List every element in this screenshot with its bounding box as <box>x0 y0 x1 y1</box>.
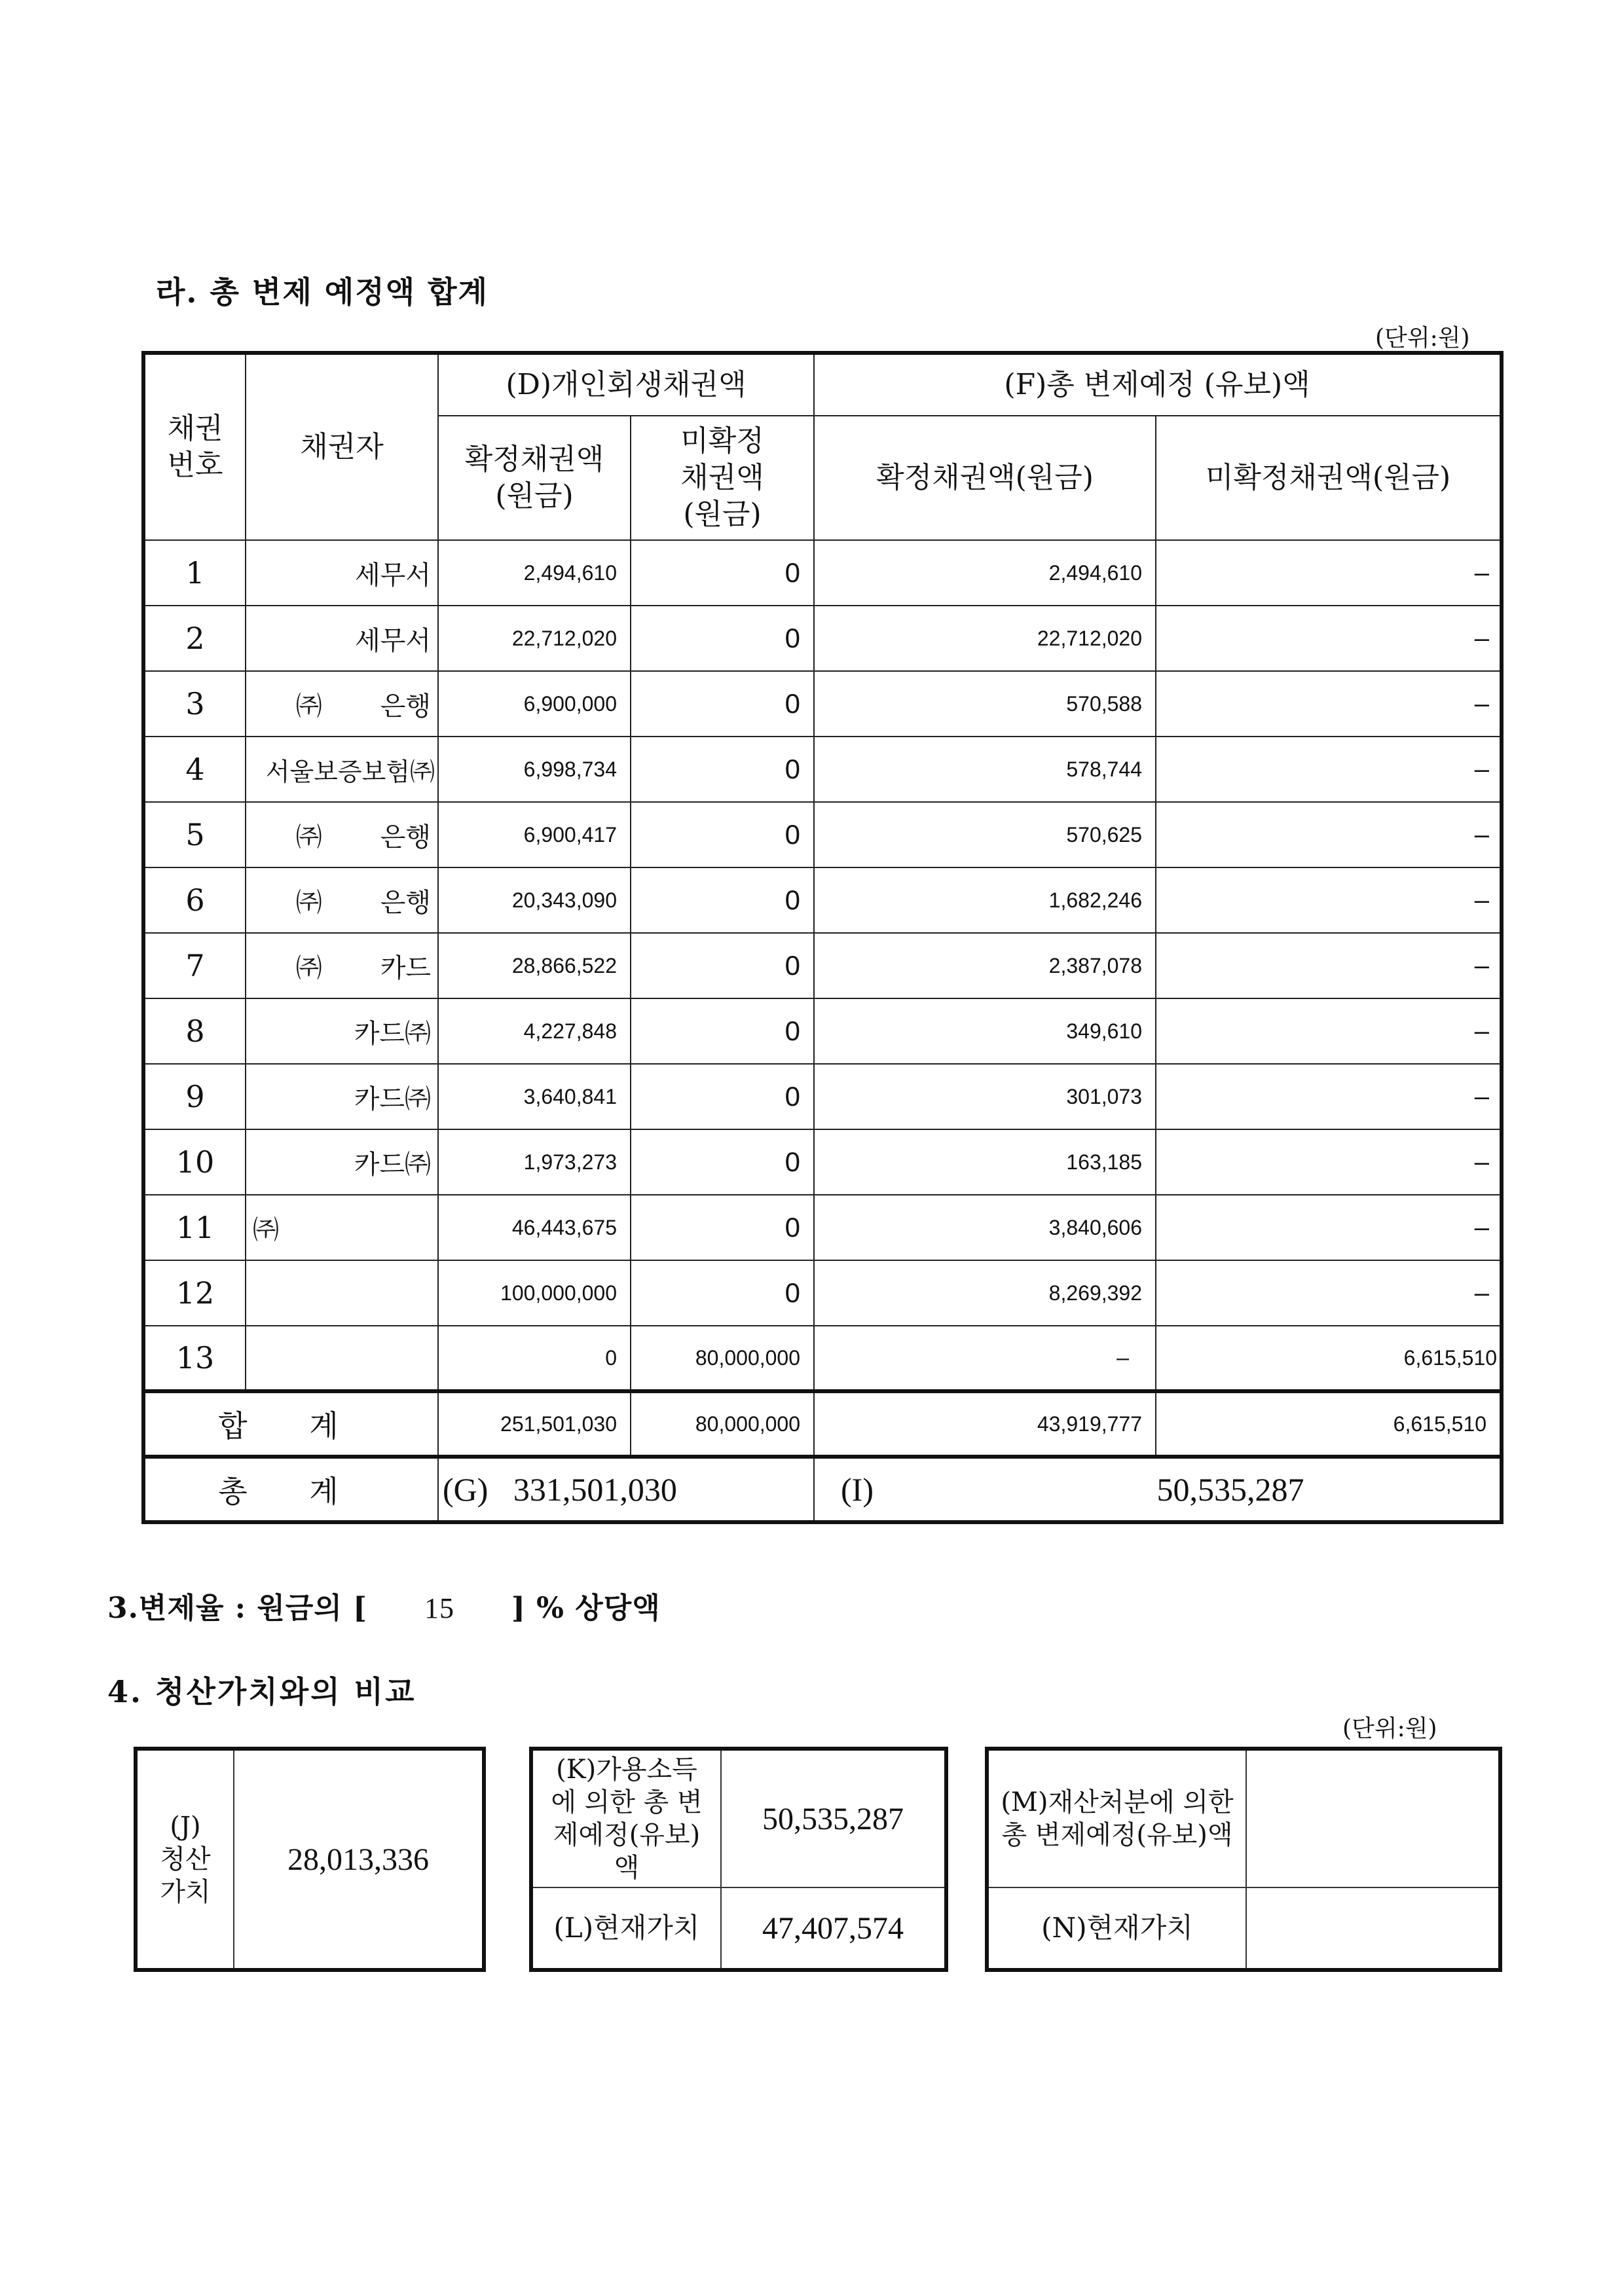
header-d-confirmed-line2: (원금) <box>495 479 574 513</box>
total-g-cell <box>438 1457 814 1522</box>
sum-d-confirmed: 251,501,030 <box>438 1391 631 1457</box>
f-confirmed-amount: 3,840,606 <box>814 1195 1156 1260</box>
f-unconfirmed-amount: – <box>1156 606 1502 671</box>
header-d-confirmed <box>438 416 631 540</box>
j-label-line3: 가치 <box>160 1877 211 1907</box>
claim-no: 13 <box>143 1326 246 1391</box>
k-label <box>531 1749 721 1887</box>
k-value: 50,535,287 <box>721 1749 946 1887</box>
d-confirmed-amount: 100,000,000 <box>438 1260 631 1326</box>
claim-no: 7 <box>143 933 246 998</box>
f-confirmed-amount: 301,073 <box>814 1064 1156 1129</box>
d-unconfirmed-amount: 0 <box>631 998 814 1064</box>
table-row <box>143 606 1502 671</box>
header-claim-no-line2: 번호 <box>167 448 223 482</box>
table-row <box>143 998 1502 1064</box>
liquidation-value-box <box>134 1747 486 1972</box>
f-unconfirmed-amount: – <box>1156 933 1502 998</box>
creditor-name: 카드㈜ <box>246 1129 438 1195</box>
header-f-group: (F)총 변제예정 (유보)액 <box>814 353 1502 416</box>
total-label: 총 계 <box>143 1457 438 1522</box>
d-unconfirmed-amount: 0 <box>631 867 814 933</box>
header-d-confirmed-line1: 확정채권액 <box>464 443 604 476</box>
d-confirmed-amount: 6,900,417 <box>438 802 631 867</box>
header-d-unconfirmed <box>631 416 814 540</box>
f-unconfirmed-amount: – <box>1156 1260 1502 1326</box>
d-confirmed-amount: 20,343,090 <box>438 867 631 933</box>
table-row <box>143 933 1502 998</box>
header-d-unconfirmed-line2: 채권액 <box>680 461 764 494</box>
claim-no: 8 <box>143 998 246 1064</box>
d-unconfirmed-amount: 0 <box>631 671 814 737</box>
d-unconfirmed-amount: 0 <box>631 1129 814 1195</box>
header-claim-no <box>143 353 246 540</box>
d-confirmed-amount: 6,998,734 <box>438 737 631 802</box>
d-confirmed-amount: 1,973,273 <box>438 1129 631 1195</box>
creditor-name: 세무서 <box>246 606 438 671</box>
d-confirmed-amount: 22,712,020 <box>438 606 631 671</box>
j-label-line2: 청산 <box>160 1844 211 1874</box>
f-confirmed-amount: 8,269,392 <box>814 1260 1156 1326</box>
f-confirmed-amount: 570,588 <box>814 671 1156 737</box>
table-row <box>143 802 1502 867</box>
claim-no: 3 <box>143 671 246 737</box>
sum-row <box>143 1391 1502 1457</box>
f-unconfirmed-amount: – <box>1156 1129 1502 1195</box>
sum-f-confirmed: 43,919,777 <box>814 1391 1156 1457</box>
table-row <box>143 867 1502 933</box>
d-confirmed-amount: 2,494,610 <box>438 540 631 606</box>
claim-no: 12 <box>143 1260 246 1326</box>
d-confirmed-amount: 4,227,848 <box>438 998 631 1064</box>
table-row <box>143 737 1502 802</box>
claim-no: 1 <box>143 540 246 606</box>
header-d-group: (D)개인회생채권액 <box>438 353 814 416</box>
claim-no: 10 <box>143 1129 246 1195</box>
table-row <box>143 1064 1502 1129</box>
j-label-line1: (J) <box>170 1812 201 1842</box>
header-f-unconfirmed: 미확정채권액(원금) <box>1156 416 1502 540</box>
creditor-name: ㈜ 카드 <box>246 933 438 998</box>
m-label-line2: 총 변제예정(유보)액 <box>1001 1820 1233 1850</box>
asset-disposal-box <box>985 1747 1502 1972</box>
f-unconfirmed-amount: – <box>1156 802 1502 867</box>
header-f-confirmed: 확정채권액(원금) <box>814 416 1156 540</box>
f-unconfirmed-amount: 6,615,510 <box>1156 1326 1502 1391</box>
d-unconfirmed-amount: 0 <box>631 737 814 802</box>
f-confirmed-amount: – <box>814 1326 1156 1391</box>
creditor-name: 세무서 <box>246 540 438 606</box>
table-row <box>143 671 1502 737</box>
f-confirmed-amount: 349,610 <box>814 998 1156 1064</box>
m-value <box>1246 1749 1500 1887</box>
creditor-name: 서울보증보험㈜ <box>246 737 438 802</box>
sum-d-unconfirmed: 80,000,000 <box>631 1391 814 1457</box>
f-confirmed-amount: 570,625 <box>814 802 1156 867</box>
repayment-summary-table <box>141 351 1504 1524</box>
sum-f-unconfirmed: 6,615,510 <box>1156 1391 1502 1457</box>
d-confirmed-amount: 28,866,522 <box>438 933 631 998</box>
d-confirmed-amount: 0 <box>438 1326 631 1391</box>
f-unconfirmed-amount: – <box>1156 1064 1502 1129</box>
claim-no: 6 <box>143 867 246 933</box>
n-label: (N)현재가치 <box>987 1887 1246 1970</box>
claim-no: 2 <box>143 606 246 671</box>
total-g-value: 331,501,030 <box>513 1471 677 1508</box>
f-confirmed-amount: 22,712,020 <box>814 606 1156 671</box>
header-creditor: 채권자 <box>246 353 438 540</box>
d-unconfirmed-amount: 80,000,000 <box>631 1326 814 1391</box>
creditor-name: ㈜ 은행 <box>246 867 438 933</box>
table-row <box>143 540 1502 606</box>
k-label-line2: 에 의한 총 변 <box>551 1787 703 1817</box>
m-label <box>987 1749 1246 1887</box>
d-unconfirmed-amount: 0 <box>631 933 814 998</box>
l-label: (L)현재가치 <box>531 1887 721 1970</box>
f-confirmed-amount: 2,387,078 <box>814 933 1156 998</box>
comparison-title: 4. 청산가치와의 비교 <box>107 1674 416 1709</box>
rate-prefix: 3.변제율 : 원금의 [ <box>107 1592 367 1625</box>
header-claim-no-line1: 채권 <box>167 412 223 445</box>
creditor-name: ㈜ <box>246 1195 438 1260</box>
f-unconfirmed-amount: – <box>1156 1195 1502 1260</box>
total-i-cell <box>814 1457 1502 1522</box>
creditor-name <box>246 1326 438 1391</box>
n-value <box>1246 1887 1500 1970</box>
f-confirmed-amount: 2,494,610 <box>814 540 1156 606</box>
sum-label: 합 계 <box>143 1391 438 1457</box>
d-unconfirmed-amount: 0 <box>631 1260 814 1326</box>
d-confirmed-amount: 6,900,000 <box>438 671 631 737</box>
claim-no: 9 <box>143 1064 246 1129</box>
table-row <box>143 1195 1502 1260</box>
f-unconfirmed-amount: – <box>1156 540 1502 606</box>
table-row <box>143 1326 1502 1391</box>
d-unconfirmed-amount: 0 <box>631 540 814 606</box>
header-d-unconfirmed-line1: 미확정 <box>680 424 764 458</box>
total-i-value: 50,535,287 <box>1156 1471 1304 1508</box>
header-d-unconfirmed-line3: (원금) <box>683 498 762 531</box>
f-unconfirmed-amount: – <box>1156 671 1502 737</box>
total-i-label: (I) <box>841 1471 874 1508</box>
creditor-name: ㈜ 은행 <box>246 802 438 867</box>
claim-no: 4 <box>143 737 246 802</box>
f-confirmed-amount: 578,744 <box>814 737 1156 802</box>
total-g-label: (G) <box>443 1471 489 1508</box>
f-unconfirmed-amount: – <box>1156 998 1502 1064</box>
rate-value: 15 <box>424 1592 454 1624</box>
j-label <box>136 1749 234 1970</box>
d-confirmed-amount: 3,640,841 <box>438 1064 631 1129</box>
l-value: 47,407,574 <box>721 1887 946 1970</box>
d-unconfirmed-amount: 0 <box>631 1064 814 1129</box>
k-label-line4: 액 <box>614 1853 640 1883</box>
available-income-box <box>529 1747 948 1972</box>
claim-no: 5 <box>143 802 246 867</box>
unit-label: (단위:원) <box>1375 325 1470 352</box>
d-unconfirmed-amount: 0 <box>631 606 814 671</box>
d-unconfirmed-amount: 0 <box>631 1195 814 1260</box>
repayment-rate-line <box>107 1584 661 1626</box>
f-confirmed-amount: 1,682,246 <box>814 867 1156 933</box>
creditor-name: ㈜ 은행 <box>246 671 438 737</box>
j-value: 28,013,336 <box>234 1749 484 1970</box>
k-label-line1: (K)가용소득 <box>556 1755 697 1785</box>
m-label-line1: (M)재산처분에 의한 <box>1001 1787 1234 1817</box>
creditor-name: 카드㈜ <box>246 1064 438 1129</box>
f-unconfirmed-amount: – <box>1156 867 1502 933</box>
section-title: 라. 총 변제 예정액 합계 <box>156 274 489 310</box>
k-label-line3: 제예정(유보) <box>553 1820 701 1850</box>
f-unconfirmed-amount: – <box>1156 737 1502 802</box>
f-confirmed-amount: 163,185 <box>814 1129 1156 1195</box>
claim-no: 11 <box>143 1195 246 1260</box>
comparison-unit-label: (단위:원) <box>1342 1715 1437 1742</box>
table-row <box>143 1260 1502 1326</box>
d-confirmed-amount: 46,443,675 <box>438 1195 631 1260</box>
creditor-name <box>246 1260 438 1326</box>
creditor-name: 카드㈜ <box>246 998 438 1064</box>
total-row <box>143 1457 1502 1522</box>
d-unconfirmed-amount: 0 <box>631 802 814 867</box>
rate-suffix: ] % 상당액 <box>511 1592 661 1625</box>
table-row <box>143 1129 1502 1195</box>
